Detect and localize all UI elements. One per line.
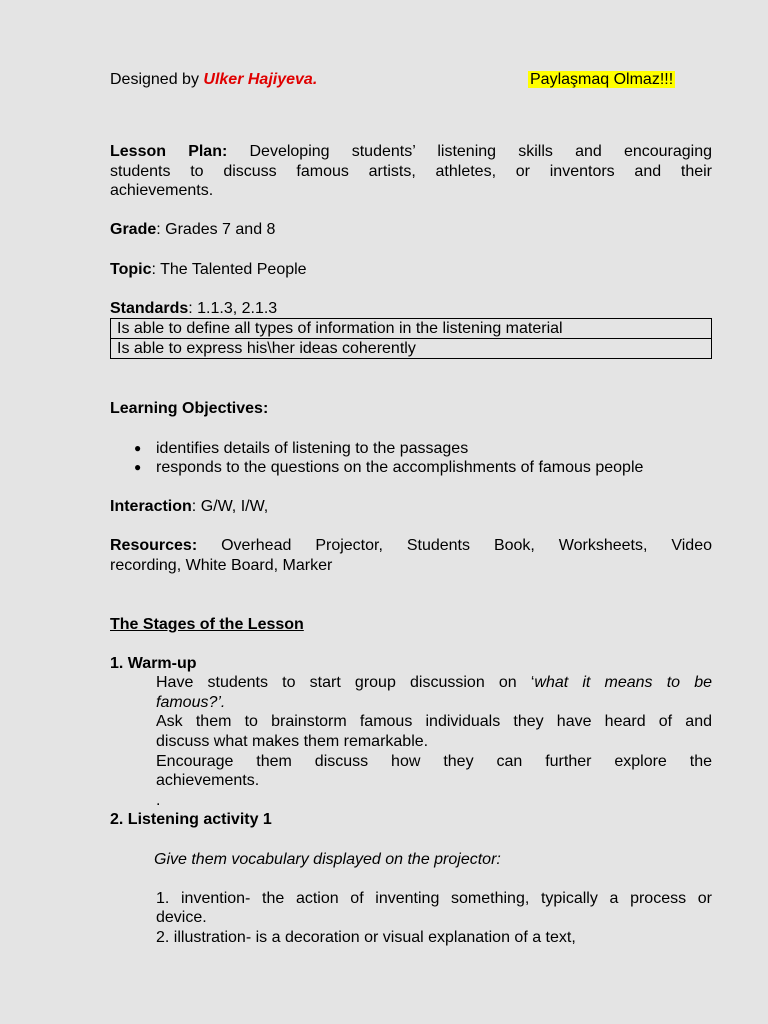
standards-cell: Is able to define all types of information in the listening material — [111, 319, 712, 339]
resources-text-1: Overhead Projector, Students Book, Worksheets, Video — [221, 537, 713, 554]
lesson-plan-line-3: achievements. — [110, 182, 214, 199]
designed-by-line — [110, 70, 317, 90]
objectives-label: Learning Objectives: — [110, 400, 269, 417]
topic-value: : The Talented People — [151, 261, 307, 278]
standards-row — [111, 319, 712, 339]
grade-line — [110, 220, 275, 240]
resources-line-2: recording, White Board, Marker — [110, 557, 333, 574]
warmup-p3-line-2: achievements. — [156, 772, 260, 789]
warmup-dot: . — [156, 792, 161, 809]
stages-title: The Stages of the Lesson — [110, 616, 304, 633]
designed-by-label: Designed by — [110, 71, 199, 88]
warmup-p2-line-1: Ask them to brainstorm famous individuals they have heard of and — [156, 713, 712, 730]
listening-heading: 2. Listening activity 1 — [110, 811, 272, 828]
interaction-value: : G/W, I/W, — [191, 498, 269, 515]
vocab-1-line-1: 1. invention- the action of inventing something, typically a process or — [156, 890, 712, 907]
vocab-2-line-1: 2. illustration- is a decoration or visual explanation of a text, — [156, 929, 576, 946]
grade-value: : Grades 7 and 8 — [156, 221, 276, 238]
warmup-p2-line-2: discuss what makes them remarkable. — [156, 733, 429, 750]
standards-label: Standards — [110, 300, 189, 317]
standards-line — [110, 299, 277, 319]
topic-label: Topic — [110, 261, 152, 278]
warmup-p1-italic: what it means to be — [534, 674, 713, 691]
no-share-notice: Paylaşmaq Olmaz!!! — [530, 71, 674, 88]
notice-line — [528, 70, 675, 90]
resources-label: Resources: — [110, 537, 198, 554]
grade-label: Grade — [110, 221, 157, 238]
warmup-heading: 1. Warm-up — [110, 655, 197, 672]
lesson-plan-text-1: Developing students’ listening skills and encouraging — [249, 143, 713, 160]
interaction-line — [110, 497, 268, 517]
warmup-p1-line-1 — [156, 673, 712, 693]
lesson-plan-line-1 — [110, 142, 712, 162]
standards-value: : 1.1.3, 2.1.3 — [188, 300, 278, 317]
standards-row — [111, 339, 712, 359]
listening-instruction: Give them vocabulary displayed on the projector: — [154, 851, 501, 868]
lesson-plan-line-2: students to discuss famous artists, athletes, or inventors and their — [110, 163, 712, 180]
objectives-heading — [110, 399, 268, 419]
objective-item: identifies details of listening to the passages — [156, 440, 469, 457]
standards-table — [110, 318, 712, 359]
bullet-icon: ● — [134, 460, 142, 474]
author-name: Ulker Hajiyeva. — [203, 71, 318, 88]
resources-line-1 — [110, 536, 712, 556]
interaction-label: Interaction — [110, 498, 192, 515]
standards-cell: Is able to express his\her ideas coherently — [111, 339, 712, 359]
topic-line — [110, 260, 307, 280]
vocab-1-line-2: device. — [156, 909, 207, 926]
lesson-plan-label: Lesson Plan: — [110, 143, 228, 160]
bullet-icon: ● — [134, 441, 142, 455]
warmup-p1-line-2: famous?’. — [156, 694, 226, 711]
warmup-p3-line-1: Encourage them discuss how they can further explore the — [156, 753, 712, 770]
objective-item: responds to the questions on the accomplishments of famous people — [156, 459, 644, 476]
warmup-p1-text: Have students to start group discussion on ‘ — [156, 674, 535, 691]
